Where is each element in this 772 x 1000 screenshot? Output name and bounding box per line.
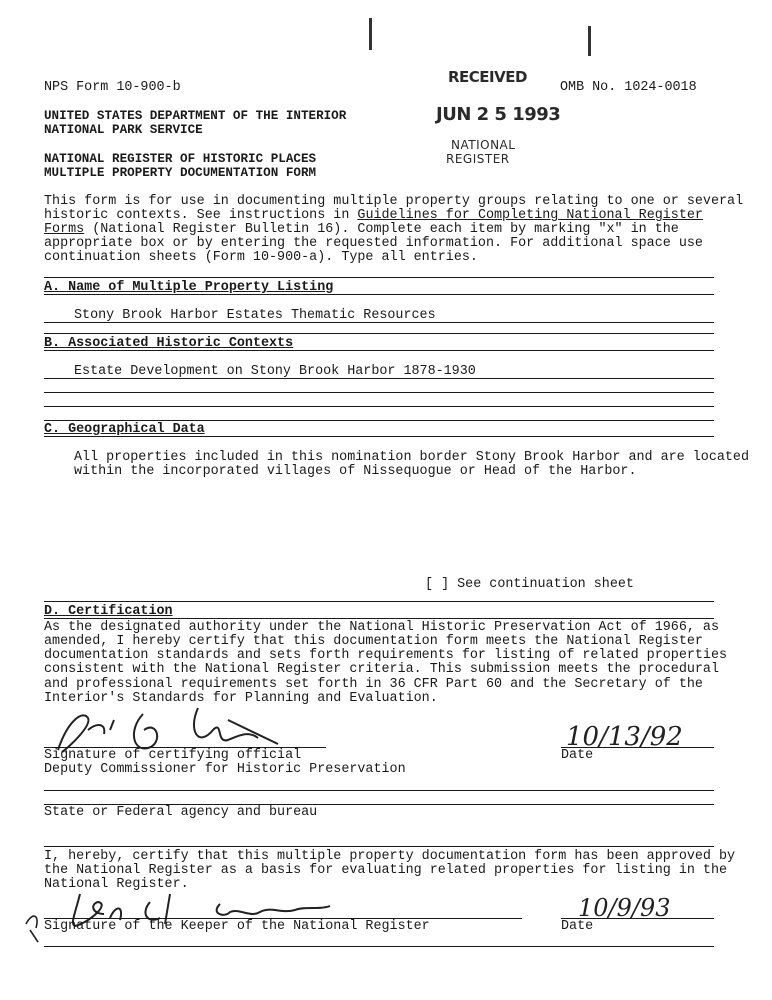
guidelines-title-end: Forms xyxy=(44,222,85,237)
rule-b-entry-1 xyxy=(44,378,714,379)
section-b-heading: B. Associated Historic Contexts xyxy=(44,336,294,351)
rule-c-top xyxy=(44,420,714,421)
certification-line-4: consistent with the National Register criteria. This submission meets the procedural xyxy=(44,662,719,677)
rule-d-top xyxy=(44,601,714,602)
signature-certifying-label: Signature of certifying official xyxy=(44,748,302,763)
register-title: NATIONAL REGISTER OF HISTORIC PLACES xyxy=(44,152,317,166)
continuation-sheet-checkbox[interactable]: [ ] See continuation sheet xyxy=(425,577,634,592)
section-d-heading: D. Certification xyxy=(44,604,173,619)
certification-date-label: Date xyxy=(561,748,594,763)
rule-c-bottom xyxy=(44,436,714,437)
omb-number: OMB No. 1024-0018 xyxy=(560,80,697,95)
guidelines-title: Guidelines for Completing National Register xyxy=(357,208,703,223)
intro-line-3-text: (National Register Bulletin 16). Complete each item by marking "x" in the xyxy=(84,222,679,237)
keeper-date-label: Date xyxy=(561,919,594,934)
intro-line-2-text: historic contexts. See instructions in xyxy=(44,208,358,223)
intro-line-1: This form is for use in documenting multiple property groups relating to one or several xyxy=(44,194,744,209)
stamp-register: REGISTER xyxy=(446,152,510,166)
geographical-data-line-2: within the incorporated villages of Nissequogue or Head of the Harbor. xyxy=(74,464,637,479)
intro-line-3 xyxy=(44,222,679,237)
keeper-line-1: I, hereby, certify that this multiple property documentation form has been approved by xyxy=(44,849,736,864)
scan-mark-left xyxy=(369,18,372,50)
form-title: MULTIPLE PROPERTY DOCUMENTATION FORM xyxy=(44,166,317,180)
stamp-received: RECEIVED xyxy=(448,68,527,86)
stamp-date: JUN 2 5 1993 xyxy=(436,104,561,125)
property-listing-name: Stony Brook Harbor Estates Thematic Resources xyxy=(74,308,436,323)
certification-date-handwritten: 10/13/92 xyxy=(566,722,683,752)
keeper-line-3: National Register. xyxy=(44,877,189,892)
form-number: NPS Form 10-900-b xyxy=(44,80,181,95)
certification-line-5: and professional requirements set forth in 36 CFR Part 60 and the Secretary of the xyxy=(44,677,703,692)
certification-line-6: Interior's Standards for Planning and Evaluation. xyxy=(44,691,438,706)
geographical-data-line-1: All properties included in this nomination border Stony Brook Harbor and are located xyxy=(74,450,749,465)
stamp-national: NATIONAL xyxy=(451,138,516,152)
rule-bottom xyxy=(44,946,714,947)
keeper-signature xyxy=(20,884,340,944)
rule-d-bottom xyxy=(44,618,714,619)
certification-line-1: As the designated authority under the National Historic Preservation Act of 1966, as xyxy=(44,620,719,635)
rule-b-entry-3 xyxy=(44,406,714,407)
intro-line-5: continuation sheets (Form 10-900-a). Type all entries. xyxy=(44,250,478,265)
keeper-signature-label: Signature of the Keeper of the National Register xyxy=(44,919,430,934)
historic-context: Estate Development on Stony Brook Harbor 1878-1930 xyxy=(74,364,476,379)
section-a-heading: A. Name of Multiple Property Listing xyxy=(44,280,334,295)
intro-line-2 xyxy=(44,208,703,223)
rule-a-top xyxy=(44,277,714,278)
rule-official-title xyxy=(44,790,714,791)
rule-a-entry xyxy=(44,322,714,323)
rule-b-bottom xyxy=(44,350,714,351)
scan-mark-right xyxy=(588,26,591,56)
certification-line-3: documentation standards and sets forth requirements for listing of related properties xyxy=(44,648,728,663)
intro-line-4: appropriate box or by entering the requested information. For additional space use xyxy=(44,236,703,251)
section-c-heading: C. Geographical Data xyxy=(44,422,205,437)
official-title: Deputy Commissioner for Historic Preservation xyxy=(44,762,406,777)
agency-service: NATIONAL PARK SERVICE xyxy=(44,123,203,137)
rule-a-bottom xyxy=(44,294,714,295)
rule-b-top xyxy=(44,333,714,334)
agency-bureau-label: State or Federal agency and bureau xyxy=(44,805,318,820)
rule-b-entry-2 xyxy=(44,392,714,393)
keeper-line-2: the National Register as a basis for evaluating related properties for listing in the xyxy=(44,863,728,878)
agency-department: UNITED STATES DEPARTMENT OF THE INTERIOR xyxy=(44,109,347,123)
keeper-date-handwritten: 10/9/93 xyxy=(578,894,671,922)
rule-keeper-top xyxy=(44,846,714,847)
certification-line-2: amended, I hereby certify that this documentation form meets the National Register xyxy=(44,634,703,649)
